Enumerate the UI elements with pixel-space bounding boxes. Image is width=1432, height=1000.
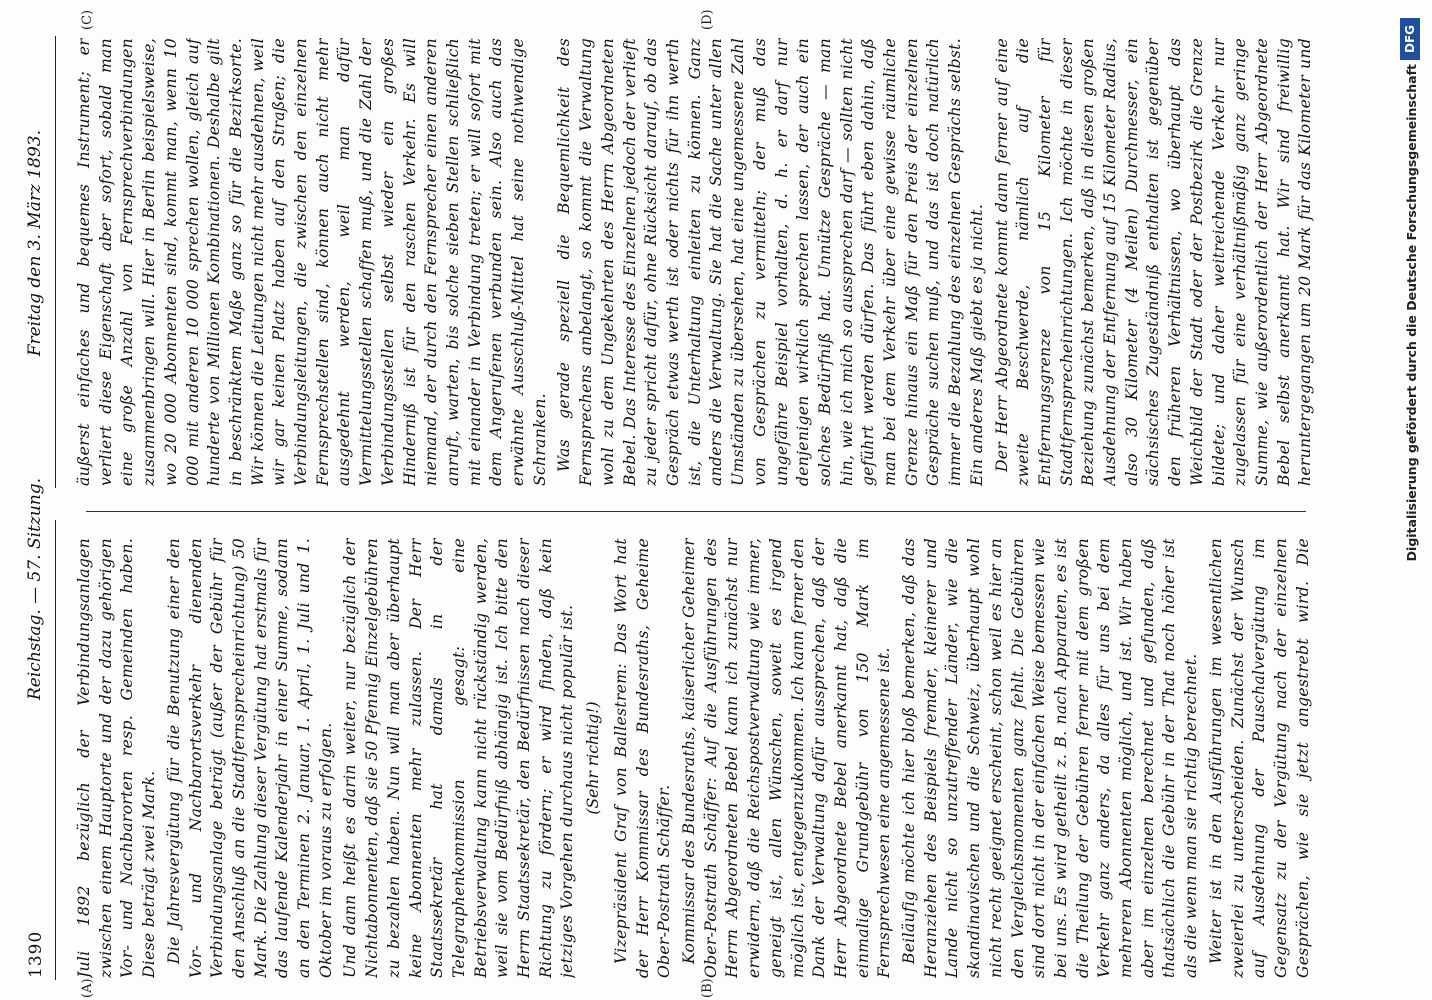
paragraph: äußerst einfaches und bequemes Instrument; er verliert diese Eigenschaft aber sofort, sobald man eine große Anzahl von Fernsprechverbindungen zusammenbringen will. Hier in Berlin beispielsweise, wo 20 000 Abonnenten sind, kommt man, wenn 10 000 mit anderen 10 000 sprechen wollen, gleich auf hunderte von Millionen Kombinationen. Deshalbe gilt in beschränktem Maße ganz so für die Bezirksorte. Wir können die Leitungen nicht mehr ausdehnen, weil wir gar keinen Platz haben auf den Straßen; die Verbindungsleitungen, die zwischen den einzelnen Fernsprechstellen sind, können auch nicht mehr ausgedehnt werden, weil man dafür Vermittelungsstellen schaffen muß, und die Zahl der Verbindungsstellen selbst wieder ein großes Hinderniß ist für den raschen Verkehr. Es will niemand, der durch den Fernsprecher einen anderen anruft, warten, bis solche sieben Stellen schließlich mit einander in Verbindung treten; er will sofort mit dem Angerufenen verbunden sein. Also auch das erwähnte Ausschluß-Mittel hat seine nothwendige Schranken.	[75, 38, 549, 486]
paragraph: Juli 1892 bezüglich der Verbindungsanlagen zwischen einem Hauptorte und der dazu gehörigen Vor- und Nachbarorten resp. Gemeinden haben. Diese beträgt zwei Mark.	[75, 538, 159, 978]
paragraph: Und dann heißt es darin weiter, nur bezüglich der Nichtabonnenten, daß sie 50 Pfennig Einzelgebühren zu bezahlen haben. Nun will man aber überhaupt keine Abonnenten mehr zulassen. Der Herr Staatssekretär hat damals in der Telegraphenkommission gesagt: eine Betriebsverwaltung kann nicht rückständig werden, weil sie vom Bedürfniß abhängig ist. Ich bitte den Herrn Staatssekretär, den Bedürfnissen nach dieser Richtung zu fördern; er wird finden, daß kein jetziges Vorgehen durchaus nicht populär ist.	[341, 538, 577, 978]
paragraph: Weiter ist in den Ausführungen im wesentlichen zweierlei zu unterscheiden. Zunächst der Wunsch auf Ausdehnung der Pauschalvergütung im Gegensatz zu der Vergütung nach der einzelnen Gesprächen, wie sie jetzt angestrebt wird. Die	[1206, 538, 1312, 978]
page-number: 1390	[26, 930, 46, 978]
margin-mark-a: (A)	[80, 978, 95, 998]
margin-mark-d: (D)	[700, 9, 715, 30]
margin-mark-c: (C)	[80, 9, 95, 30]
paragraph: Was gerade speziell die Bequemlichkeit des Fernsprechens anbelangt, so kommt die Verwaltung wohl zu dem Ungekehrten des Herrn Abgeordneten Bebel. Das Interesse des Einzelnen jedoch der verlieft zu jeder spricht dafür, ohne Rücksicht darauf, ob das Gespräch etwas werth ist oder nichts für ihn werth ist, die Unterhaltung einleiten zu können. Ganz anders die Verwaltung. Sie hat die Sache unter allen Umständen zu übersehen, hat eine ungemessene Zahl von Gesprächen zu vermitteln; der muß das ungefähre Beispiel vorhalten, d. h. er darf nur denjenigen wirklich sprechen lassen, der auch ein solches Bedürfniß hat. Unnütze Gespräche — man hin, wie ich mich so aussprechen darf — sollten nicht geführt werden dürfen. Das führt eben dahin, daß man bei dem Verkehr über eine gewisse räumliche Grenze hinaus ein Maß für den Preis der einzelnen Gespräche suchen muß, und das ist doch natürlich immer die Bezahlung des einzelnen Gesprächs selbst. Ein anderes Maß giebt es ja nicht.	[555, 38, 986, 486]
interjection: (Sehr richtig!)	[584, 701, 603, 815]
paragraph: Beiläufig möchte ich hier bloß bemerken, daß das Heranziehen des Beispiels fremder, kleinerer und Lande nicht so unzutreffender Länder, wie die skandinavischen und die Schweiz, überhaupt wohl nicht recht geeignet erscheint, schon weil es hier an den Vergleichsmomenten ganz fehlt. Die Gebühren sind dort nicht in der einfachen Weise bemessen wie bei uns. Es wird getheilt z. B. nach Apparaten, es ist die Theilung der Gebühren ferner mit dem großen Verkehr ganz anders, da alles für uns bei dem mehreren Abonnenten möglich, und ist. Wir haben aber im einzelnen berechnet und gefunden, daß thatsächlich die Gebühr in der That noch höher ist als die wenn man sie richtig berechnet.	[900, 538, 1201, 978]
paragraph: Kommissar des Bundesraths, kaiserlicher Geheimer Ober-Postrath Schäffer: Auf die Ausführungen des Herrn Abgeordneten Bebel kann ich zunächst nur erwidern, daß die Reichspostverwaltung wie immer, geneigt ist, allen Wünschen, soweit es irgend möglich ist, entgegenzukommen. Ich kann ferner den Dank der Verwaltung dafür aussprechen, daß der Herr Abgeordnete Bebel anerkannt hat, daß die einmalige Grundgebühr von 150 Mark im Fernsprechwesen eine angemessene ist.	[679, 538, 894, 978]
header-rule-right	[55, 36, 56, 488]
dfg-logo: DFG	[1400, 18, 1420, 60]
digitization-credit: Digitalisierung gefördert durch die Deutsche Forschungsgemeinschaft	[1404, 64, 1419, 562]
page-header	[0, 0, 58, 1000]
margin-mark-b: (B)	[700, 978, 715, 998]
paragraph: Vizepräsident Graf von Ballestrem: Das Wort hat der Herr Kommissar des Bundesraths, Geheime Ober-Postrath Schäffer.	[611, 538, 674, 978]
column-separator	[86, 511, 1306, 512]
running-head-right: Freitag den 3. März 1893.	[25, 130, 45, 357]
text-column-right	[74, 38, 1314, 486]
page-footer	[1392, 0, 1432, 1000]
running-head-left: Reichstag. — 57. Sitzung.	[25, 477, 45, 700]
text-column-left	[74, 538, 1314, 978]
header-rule-left	[55, 520, 56, 980]
paragraph: Die Jahresvergütung für die Benutzung einer den Vor- und Nachbarortsverkehr dienenden Verbindungsanlage beträgt (außer der Gebühr für den Anschluß an die Stadtfernsprecheinrichtung) 50 Mark. Die Zahlung dieser Vergütung hat erstmals für das laufende Kalenderjahr in einer Summe, sodann an den Terminen 2. Januar, 1. April, 1. Juli und 1. Oktober im voraus zu erfolgen.	[164, 538, 335, 978]
paragraph: Der Herr Abgeordnete kommt dann ferner auf eine zweite Beschwerde, nämlich auf die Entfernungsgrenze von 15 Kilometer für Stadtfernsprecheinrichtungen. Ich möchte in dieser Beziehung zunächst bemerken, daß in diesen großen Ausdehnung der Entfernung auf 15 Kilometer Radius, also 30 Kilometer (4 Meilen) Durchmesser, ein sächsisches Zugeständniß enthalten ist gegenüber den früheren Verhältnissen, wo überhaupt das Weichbild der Stadt oder der Postbezirk die Grenze bildete; und daher weitreichende Verkehr nur zugelassen für eine verhältnißmäßig ganz geringe Summe, wie außerordentlich der Herr Abgeordnete Bebel selbst anerkannt hat. Wir sind freiwillig heruntergegangen um 20 Mark für das Kilometer und	[992, 38, 1314, 486]
